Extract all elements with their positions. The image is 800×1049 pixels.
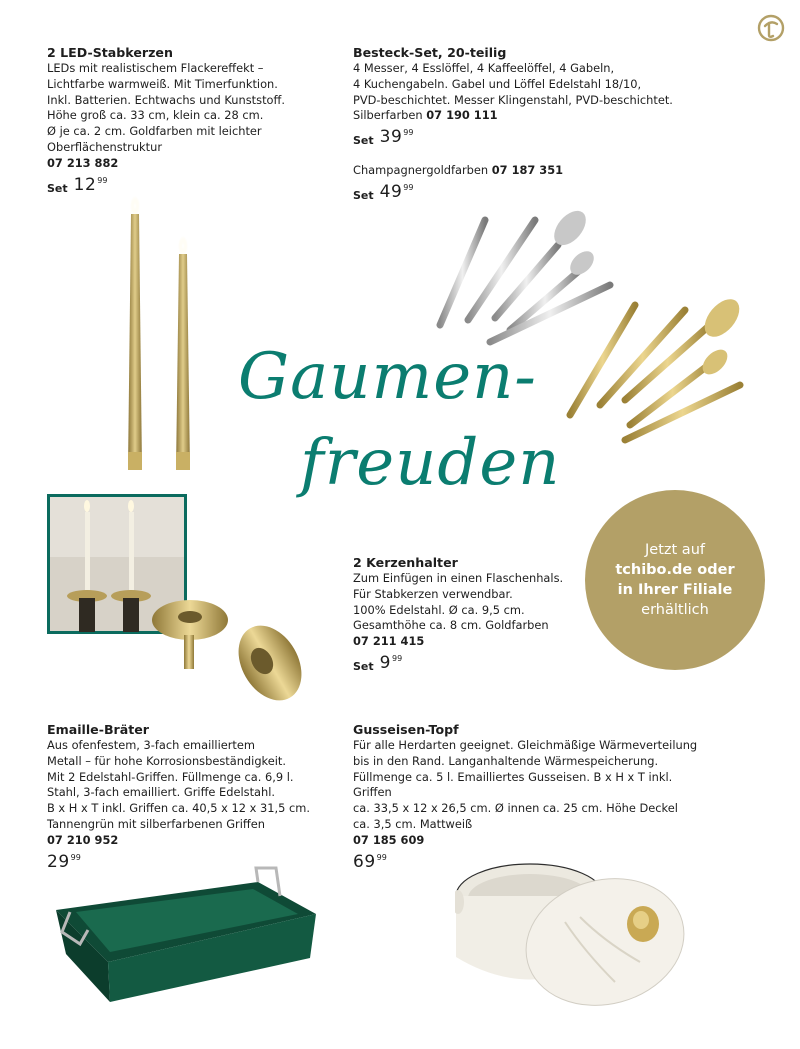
pot-desc-1: Für alle Herdarten geeignet. Gleichmäßige Wärmeverteilung [353, 738, 698, 752]
pot-desc-4: ca. 33,5 x 12 x 26,5 cm. Ø innen ca. 25 cm. Höhe Deckel [353, 801, 678, 816]
holders-desc-3: 100% Edelstahl. Ø ca. 9,5 cm. [353, 602, 525, 617]
led-candles-image [115, 190, 205, 480]
candles-title: 2 LED-Stabkerzen [47, 45, 173, 60]
cast-iron-pot-image [455, 842, 705, 1032]
holders-desc-2: Für Stabkerzen verwendbar. [353, 586, 513, 601]
candles-article: 07 213 882 [47, 155, 119, 170]
cutlery-price-silver [353, 127, 673, 149]
price-euro: 49 [379, 181, 403, 202]
cutlery-title: Besteck-Set, 20-teilig [353, 45, 507, 60]
roaster-title: Emaille-Bräter [47, 722, 150, 737]
holders-price [353, 653, 593, 675]
variant-article: 07 187 351 [491, 162, 564, 177]
promo-line-1: Jetzt auf [645, 542, 705, 558]
roaster-article: 07 210 952 [47, 832, 119, 847]
roaster-desc-4: Stahl, 3-fach emailliert. Griffe Edelstahl. [47, 785, 276, 800]
pot-desc-3: Füllmenge ca. 5 l. Emailliertes Gusseisen. B x H x T inkl. Griffen [353, 769, 673, 800]
cutlery-variant-silver [353, 108, 673, 124]
holders-desc-4: Gesamthöhe ca. 8 cm. Goldfarben [353, 618, 549, 633]
price-unit: Set [353, 188, 374, 202]
holders-title: 2 Kerzenhalter [353, 555, 458, 570]
candles-desc-5: Ø je ca. 2 cm. Goldfarben mit leichter [47, 124, 262, 139]
variant-label: Silberfarben [353, 108, 423, 123]
pot-desc-5: ca. 3,5 cm. Mattweiß [353, 816, 473, 831]
price-cent: 99 [403, 182, 414, 192]
variant-article: 07 190 111 [426, 108, 498, 123]
price-euro: 12 [73, 174, 97, 195]
price-unit: Set [47, 181, 68, 195]
price-unit: Set [353, 134, 374, 148]
candles-desc-4: Höhe groß ca. 33 cm, klein ca. 28 cm. [47, 108, 264, 123]
candles-desc-2: Lichtfarbe warmweiß. Mit Timerfunktion. [47, 76, 278, 91]
roaster-desc-6: Tannengrün mit silberfarbenen Griffen [47, 816, 265, 831]
cutlery-desc-1: 4 Messer, 4 Esslöffel, 4 Kaffeelöffel, 4 Gabeln, [353, 61, 615, 75]
holders-block [353, 554, 593, 675]
tchibo-logo-icon [757, 14, 785, 42]
cutlery-variant-gold [353, 163, 673, 179]
price-euro: 29 [47, 851, 70, 872]
pot-title: Gusseisen-Topf [353, 722, 459, 737]
headline-line-2: freuden [300, 426, 561, 500]
variant-label: Champagnergoldfarben [353, 162, 489, 177]
roaster-desc-1: Aus ofenfestem, 3-fach emailliertem [47, 738, 255, 752]
roaster-desc-3: Mit 2 Edelstahl-Griffen. Füllmenge ca. 6,9 l. [47, 769, 294, 784]
price-cent: 99 [70, 852, 81, 862]
price-cent: 99 [403, 128, 414, 138]
candles-desc-3: Inkl. Batterien. Echtwachs und Kunststoff. [47, 92, 285, 107]
promo-line-3: in Ihrer Filiale [617, 582, 733, 598]
holders-article: 07 211 415 [353, 634, 425, 649]
promo-line-4: erhältlich [641, 602, 709, 618]
candles-desc-1: LEDs mit realistischem Flackereffekt – [47, 61, 264, 75]
price-cent: 99 [97, 175, 108, 185]
candles-block [47, 44, 307, 196]
headline-line-1: Gaumen- [238, 340, 537, 414]
price-euro: 9 [379, 652, 391, 673]
cutlery-desc-2: 4 Kuchengabeln. Gabel und Löffel Edelstahl 18/10, [353, 76, 642, 91]
promo-line-2: tchibo.de oder [615, 562, 735, 578]
enamel-roaster-image [48, 862, 323, 1012]
roaster-desc-5: B x H x T inkl. Griffen ca. 40,5 x 12 x 31,5 cm. [47, 801, 310, 816]
price-cent: 99 [376, 852, 387, 862]
price-euro: 69 [353, 851, 376, 872]
roaster-desc-2: Metall – für hohe Korrosionsbeständigkeit. [47, 753, 287, 768]
price-cent: 99 [391, 653, 403, 663]
candle-holders-image [150, 595, 310, 710]
cutlery-desc-3: PVD-beschichtet. Messer Klingenstahl, PVD-beschichtet. [353, 92, 673, 107]
price-euro: 39 [379, 127, 403, 148]
roaster-block [47, 721, 327, 872]
promo-badge[interactable] [585, 490, 765, 670]
price-unit: Set [353, 659, 374, 673]
candles-desc-6: Oberflächenstruktur [47, 139, 163, 154]
cutlery-block [353, 44, 673, 204]
pot-desc-2: bis in den Rand. Langanhaltende Wärmespeicherung. [353, 753, 659, 768]
holders-desc-1: Zum Einfügen in einen Flaschenhals. [353, 571, 564, 585]
pot-article: 07 185 609 [353, 832, 425, 847]
